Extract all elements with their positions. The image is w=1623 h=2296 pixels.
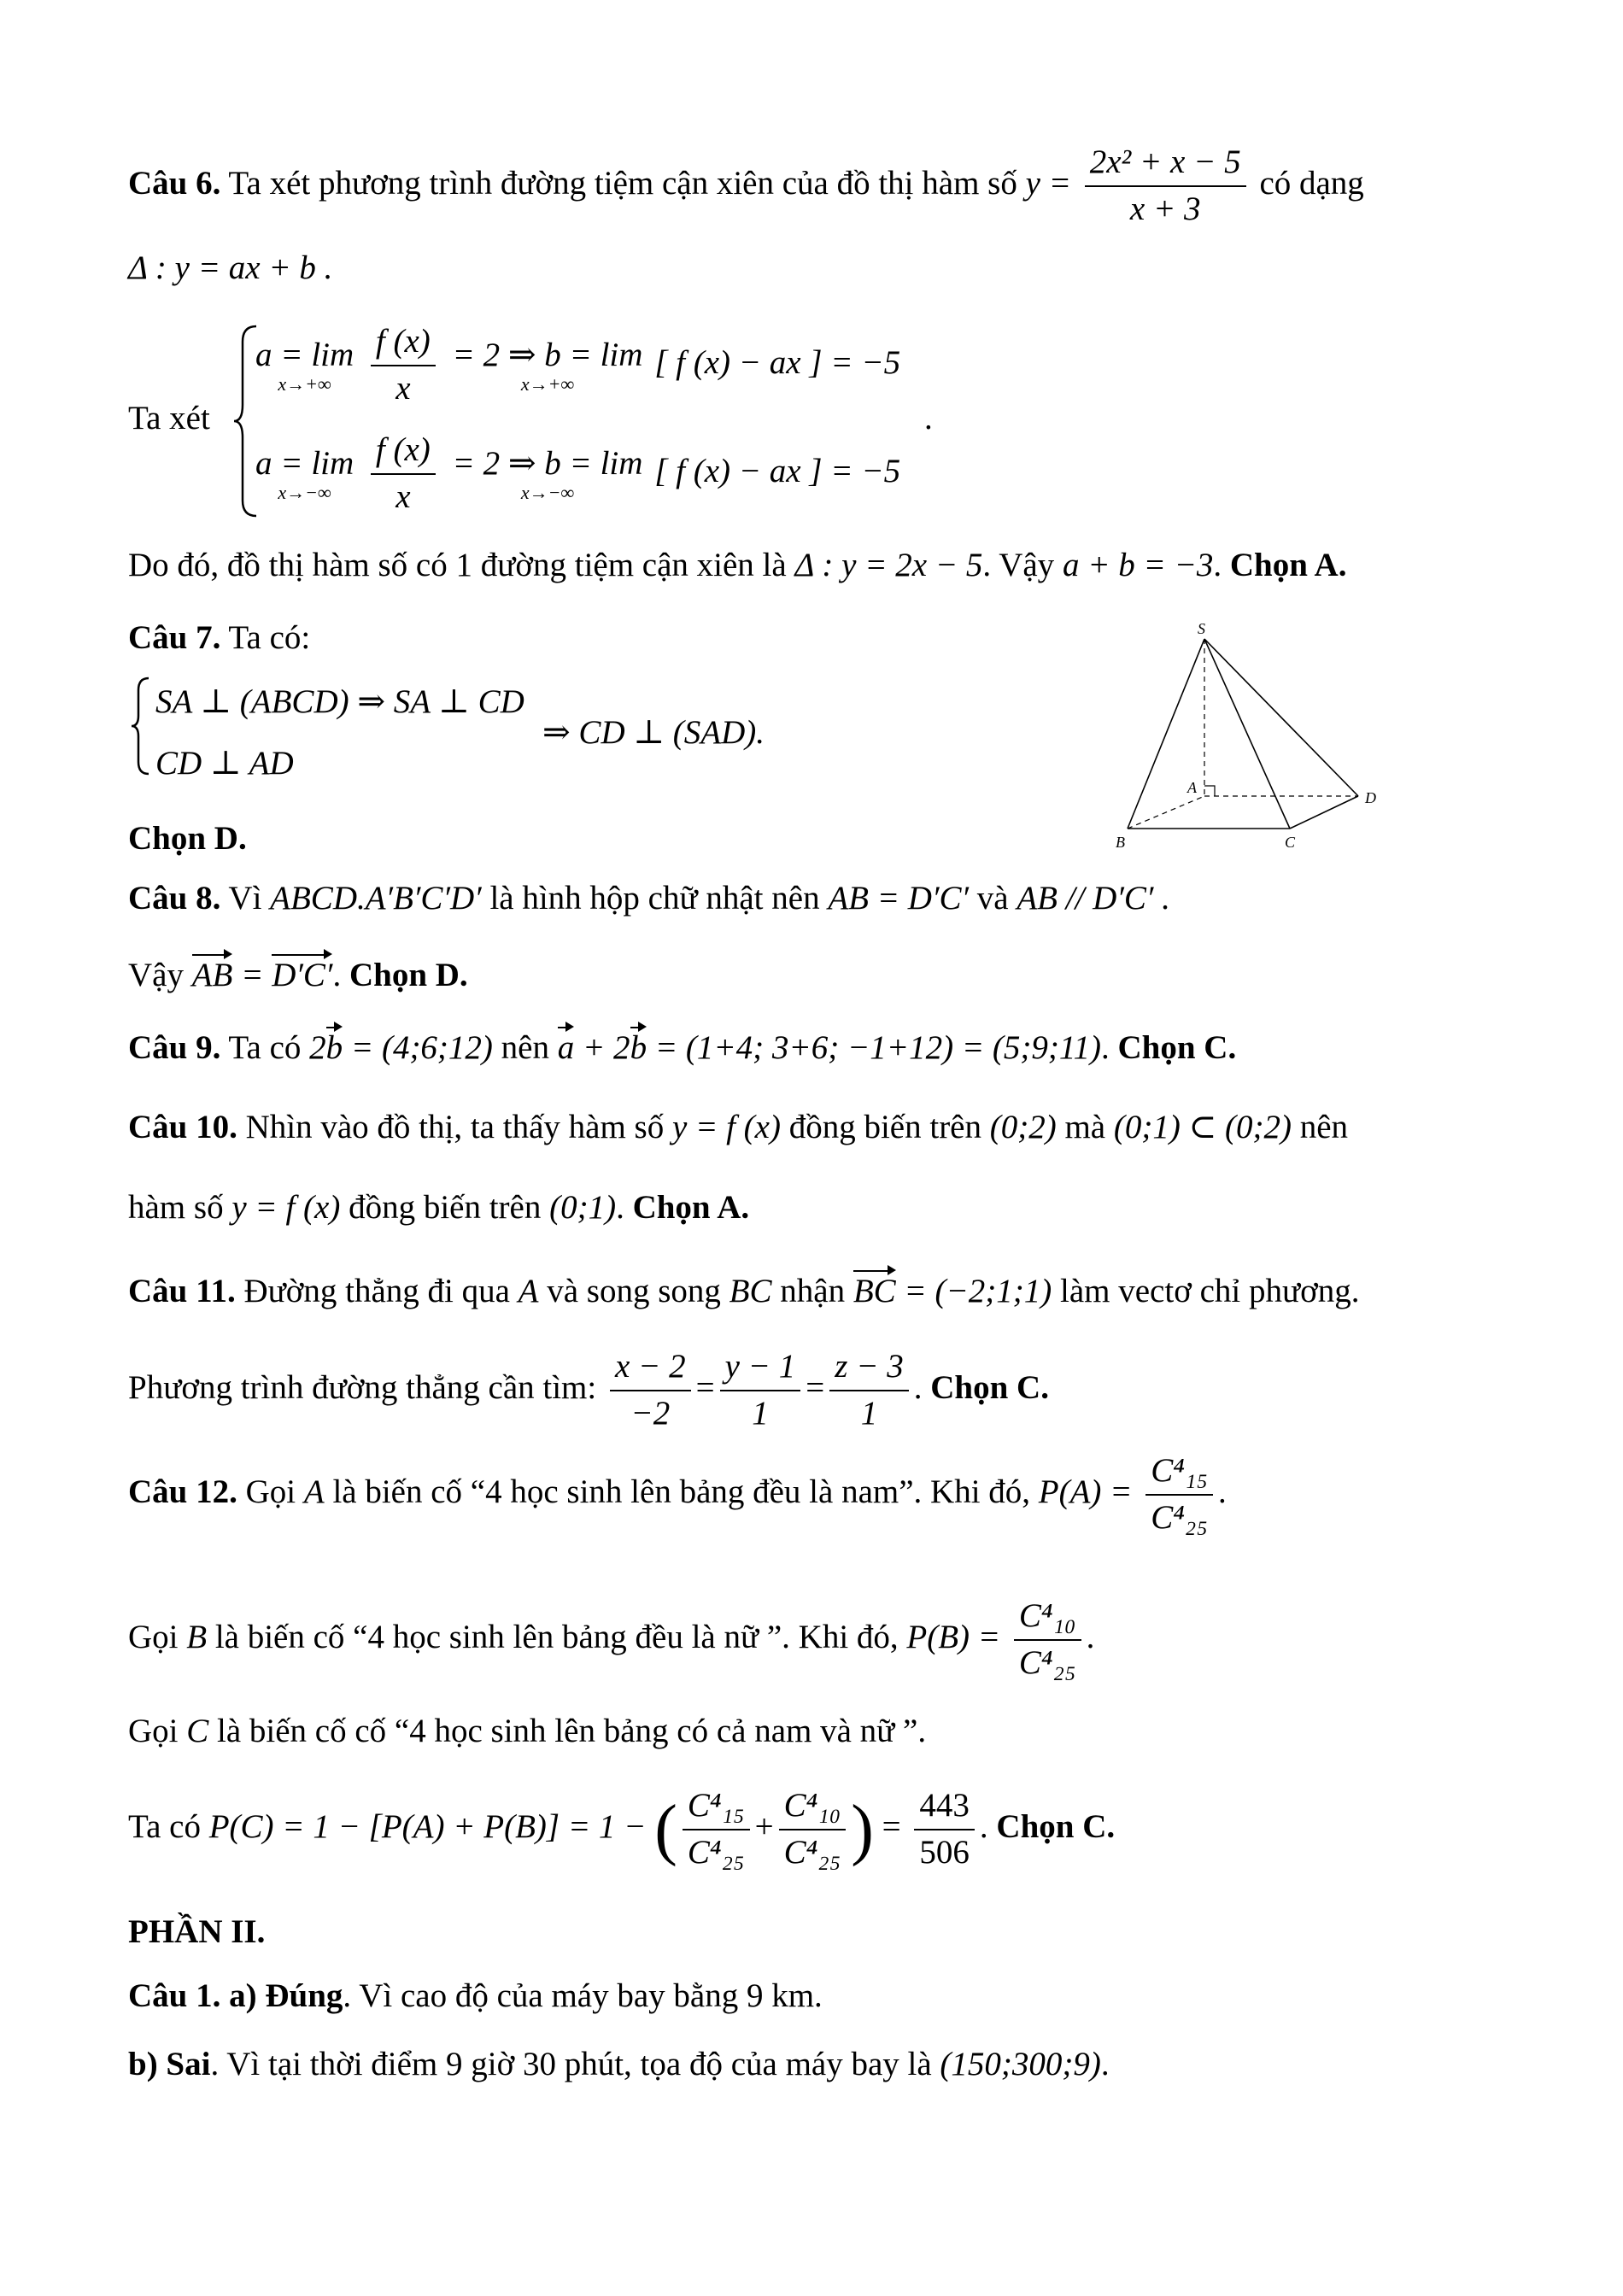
q6-row2-frac <box>371 431 436 517</box>
q10-t1: Nhìn vào đồ thị, ta thấy hàm số <box>245 1109 665 1145</box>
q6-row1-fnum: f (x) <box>371 323 436 366</box>
q7-fig-label-c: C <box>1285 834 1296 851</box>
q6-func-lhs: y = <box>1025 164 1071 202</box>
part2-c1b-text: . Vì tại thời điểm 9 giờ 30 phút, tọa độ của máy bay là <box>210 2046 932 2082</box>
q10-m2: (0;2) <box>989 1109 1057 1145</box>
q10-line2-m1: y = f (x) <box>231 1189 341 1226</box>
part2-c1b-label: b) Sai <box>128 2046 211 2082</box>
q12-line4 <box>128 1787 1115 1872</box>
part2-c1b <box>128 2046 1110 2084</box>
q6-row1-tail: [ f (x) − ax ] = −5 <box>654 343 901 381</box>
q6-line1 <box>128 144 1364 229</box>
q6-system-dot: . <box>924 400 933 436</box>
q8-line1 <box>128 880 1170 918</box>
q12-r2d: C⁴₂₅ <box>783 1833 841 1871</box>
q12-line2: Gọi B là biến cố “4 học sinh lên bảng đều là nữ ”. Khi đó, P(B) = $\frac{\text{C⁴₁₀}}{\text{C⁴₂₅}}$ . <box>128 1597 1095 1681</box>
q7-choose: Chọn D. <box>128 820 247 857</box>
q12-r1 <box>683 1787 750 1872</box>
q12-eq: = <box>882 1807 901 1845</box>
q8-m3: AB // D′C′ . <box>1017 880 1170 917</box>
q7-fig-label-s: S <box>1198 620 1205 637</box>
q8-t2: là hình hộp chữ nhật nên <box>489 880 820 917</box>
q6-row1-a: a = lim <box>255 337 354 374</box>
q12-t2: là biến cố “4 học sinh lên bảng đều là nam”. Khi đó, <box>332 1473 1031 1510</box>
q12-answer <box>914 1787 975 1872</box>
part2-c1a-text: . Vì cao độ của máy bay bằng 9 km. <box>343 1977 823 2014</box>
q6-row2-mid: = 2 ⇒ b = lim <box>452 445 643 483</box>
q9-line: Câu 9. Ta có 2b = (4;6;12) nên a + 2b = (1+4; 3+6; −1+12) = (5;9;11). Chọn C. <box>128 1029 1237 1066</box>
q11-mBC: BC <box>729 1273 772 1309</box>
q6-row1-mid: = 2 ⇒ b = lim <box>452 337 643 374</box>
part2-c1-label: Câu 1. <box>128 1977 221 2014</box>
q6-row2-sub1: x→−∞ <box>278 482 331 504</box>
q7-fig-label-a: A <box>1187 779 1197 796</box>
q10-m1: y = f (x) <box>671 1109 781 1145</box>
part2-c1b-end: . <box>1100 2046 1110 2082</box>
q7-sys1: SA ⊥ (ABCD) ⇒ SA ⊥ CD <box>155 683 524 720</box>
q12-choose: Chọn C. <box>996 1807 1116 1845</box>
q12-gC2: là biến cố cố “4 học sinh lên bảng có cả nam và nữ ”. <box>217 1713 927 1749</box>
q6-form-word: có dạng <box>1259 164 1364 202</box>
q12-pA-num: C⁴₁₅ <box>1145 1452 1213 1496</box>
q6-intro: Ta xét phương trình đường tiệm cận xiên của đồ thị hàm số <box>228 164 1017 202</box>
q11-mA: A <box>518 1273 539 1309</box>
q12-r1n: C⁴₁₅ <box>683 1787 750 1830</box>
q6-vay-math: a + b = −3 <box>1062 547 1214 583</box>
q12-paren-open: ( <box>654 1791 677 1867</box>
q11-frac1 <box>610 1348 691 1433</box>
q12-pA-frac <box>1145 1452 1213 1538</box>
q8-t3: và <box>976 880 1009 917</box>
q12-line1: Câu 12. Gọi A là biến cố “4 học sinh lên bảng đều là nam”. Khi đó, P(A) = $\frac{\text{C⁴₁₅}}{\text{C⁴₂₅}}$ . <box>128 1452 1227 1536</box>
q10-line2-t2: đồng biến trên <box>349 1189 542 1226</box>
q10-line2: hàm số y = f (x) đồng biến trên (0;1). Chọn A. <box>128 1189 750 1226</box>
q6-row1-lim1 <box>255 337 354 394</box>
q9-choose: Chọn C. <box>1117 1029 1237 1066</box>
q8-m1: ABCD.A′B′C′D′ <box>270 880 482 917</box>
q6-vay: . Vậy <box>982 547 1055 583</box>
q12-r2 <box>779 1787 847 1872</box>
q7-pyramid-figure <box>1102 615 1392 854</box>
q6-row2-lim2 <box>453 445 643 502</box>
q6-row2-lim1 <box>255 445 354 502</box>
q9-t1: Ta có <box>228 1029 302 1066</box>
q6-choose: Chọn A. <box>1229 547 1347 583</box>
q11-m4: = (−2;1;1) <box>904 1273 1052 1309</box>
q12-pB-frac <box>1014 1597 1081 1683</box>
q6-conclusion-text: Do đó, đồ thị hàm số có 1 đường tiệm cận xiên là <box>128 547 787 583</box>
q6-conclusion: Do đó, đồ thị hàm số có 1 đường tiệm cận xiên là Δ : y = 2x − 5. Vậy a + b = −3. Chọn A. <box>128 547 1347 583</box>
q7-fig-label-d: D <box>1365 789 1376 806</box>
q10-m3: (0;1) ⊂ (0;2) <box>1113 1109 1292 1145</box>
q9-m2d: = (1+4; 3+6; −1+12) = (5;9;11) <box>654 1029 1101 1066</box>
q12-r2n: C⁴₁₀ <box>779 1787 847 1830</box>
q12-mA: A <box>303 1473 325 1510</box>
q9-label: Câu 9. <box>128 1029 221 1066</box>
q12-line3 <box>128 1713 926 1751</box>
q6-ta-xet: Ta xét <box>128 400 210 436</box>
q7-result: ⇒ CD ⊥ (SAD). <box>542 714 765 751</box>
q9-vector-b2: b <box>630 1029 647 1066</box>
q12-r1d: C⁴₂₅ <box>687 1833 745 1871</box>
q10-line2-t1: hàm số <box>128 1189 224 1226</box>
q6-row1-sub1: x→+∞ <box>278 373 331 395</box>
q6-row1-fden: x <box>395 369 411 407</box>
q10-label: Câu 10. <box>128 1109 237 1145</box>
q6-func-den: x + 3 <box>1129 190 1201 227</box>
part2-title: PHẦN II. <box>128 1913 266 1950</box>
q6-row1-sub2: x→+∞ <box>520 373 575 395</box>
q12-dot: . <box>979 1807 988 1845</box>
q9-m2b: + 2 <box>582 1029 630 1066</box>
q8-label: Câu 8. <box>128 880 221 917</box>
q8-eq: = <box>241 957 264 993</box>
q6-label: Câu 6. <box>128 164 221 202</box>
q11-frac2 <box>720 1348 801 1433</box>
q6-row1 <box>252 323 900 408</box>
part2-c1a <box>128 1977 823 2016</box>
q8-choose: Chọn D. <box>349 957 468 993</box>
q8-t1: Vì <box>228 880 262 917</box>
q12-t1: Gọi <box>245 1473 296 1510</box>
q9-m1c: = (4;6;12) <box>350 1029 493 1066</box>
q11-line2-text: Phương trình đường thẳng cần tìm: <box>128 1368 597 1406</box>
q11-frac3 <box>829 1348 909 1433</box>
q11-line1 <box>128 1273 1359 1311</box>
q12-pB-num: C⁴₁₀ <box>1014 1597 1081 1641</box>
q10-t4: nên <box>1299 1109 1349 1145</box>
q9-vector-a: a <box>557 1029 575 1066</box>
q12-label: Câu 12. <box>128 1473 237 1510</box>
q12-gB1: Gọi <box>128 1618 179 1655</box>
q7-system-brace <box>128 675 154 777</box>
q12-gB2: là biến cố “4 học sinh lên bảng đều là nữ ”. Khi đó, <box>214 1618 899 1655</box>
q8-vector-ab: AB <box>191 957 233 993</box>
q12-pB: P(B) = <box>906 1618 1001 1655</box>
q10-line1 <box>128 1109 1348 1147</box>
q12-pA: P(A) = <box>1038 1473 1133 1510</box>
q11-line2: Phương trình đường thẳng cần tìm: $\frac{x - 2}{-2}$ = $\frac{y - 1}{1}$ = $\frac{z - 3}{1}$ . Chọn C. <box>128 1348 1049 1432</box>
q6-conclusion-math: Δ : y = 2x − 5 <box>794 547 983 583</box>
q6-row2-tail: [ f (x) − ax ] = −5 <box>654 452 901 489</box>
q11-t3: nhận <box>780 1273 846 1309</box>
q11-t4: làm vectơ chỉ phương. <box>1060 1273 1360 1309</box>
q6-func-num: 2x² + x − 5 <box>1085 144 1246 187</box>
q12-gC1: Gọi <box>128 1713 179 1749</box>
part2-c1a-label: a) Đúng <box>229 1977 343 2014</box>
q6-row1-lim2 <box>453 337 643 394</box>
q6-row2 <box>252 431 900 517</box>
q12-mB: B <box>186 1618 208 1655</box>
q11-f1n: x − 2 <box>610 1348 691 1391</box>
q12-pB-den: C⁴₂₅ <box>1018 1643 1076 1681</box>
q12-tc: Ta có <box>128 1807 201 1845</box>
q12-ansd: 506 <box>919 1833 970 1871</box>
q12-ansn: 443 <box>914 1787 975 1830</box>
q11-f1d: −2 <box>630 1394 671 1432</box>
q11-choose: Chọn C. <box>930 1368 1049 1406</box>
q11-f2n: y − 1 <box>720 1348 801 1391</box>
q7-line1 <box>128 619 310 658</box>
q9-t2: nên <box>501 1029 549 1066</box>
q12-pC: P(C) = 1 − [P(A) + P(B)] = 1 − <box>208 1807 647 1845</box>
q6-row2-fden: x <box>395 477 411 515</box>
q7-fig-label-b: B <box>1116 834 1125 851</box>
part2-c1b-math: (150;300;9) <box>940 2046 1101 2082</box>
q8-vector-dc: D′C′ <box>272 957 333 993</box>
q10-choose: Chọn A. <box>632 1189 750 1226</box>
q11-t1: Đường thẳng đi qua <box>243 1273 510 1309</box>
q11-f3d: 1 <box>860 1394 878 1432</box>
q11-eq1: = <box>695 1368 715 1406</box>
q8-dot: . <box>332 957 342 993</box>
q11-t2: và song song <box>547 1273 721 1309</box>
q11-vector-bc: BC <box>853 1273 896 1309</box>
q12-paren-close: ) <box>851 1791 874 1867</box>
q10-line2-m2: (0;1) <box>549 1189 617 1226</box>
q12-pA-den: C⁴₂₅ <box>1151 1498 1208 1536</box>
q6-row2-fnum: f (x) <box>371 431 436 475</box>
q9-vector-b: b <box>325 1029 343 1066</box>
q11-f3n: z − 3 <box>829 1348 909 1391</box>
q8-m2: AB = D′C′ <box>828 880 970 917</box>
q10-t2: đồng biến trên <box>788 1109 981 1145</box>
q7-text: Ta có: <box>228 619 311 656</box>
q6-row2-a: a = lim <box>255 445 354 483</box>
q11-label: Câu 11. <box>128 1273 236 1309</box>
q6-row1-frac <box>371 323 436 408</box>
q8-line2 <box>128 957 468 995</box>
q7-sys2: CD ⊥ AD <box>155 745 294 782</box>
q6-form-line: Δ : y = ax + b . <box>128 249 333 286</box>
q6-func-fraction <box>1085 144 1246 229</box>
q9-m1a: 2 <box>309 1029 326 1066</box>
q11-eq2: = <box>806 1368 825 1406</box>
q11-f2d: 1 <box>752 1394 769 1432</box>
q10-t3: mà <box>1064 1109 1106 1145</box>
q8-vay: Vậy <box>128 957 184 993</box>
q6-row2-sub2: x→−∞ <box>520 482 575 504</box>
q12-plus: + <box>754 1807 774 1845</box>
q12-mC: C <box>186 1713 209 1749</box>
q7-label: Câu 7. <box>128 619 221 656</box>
